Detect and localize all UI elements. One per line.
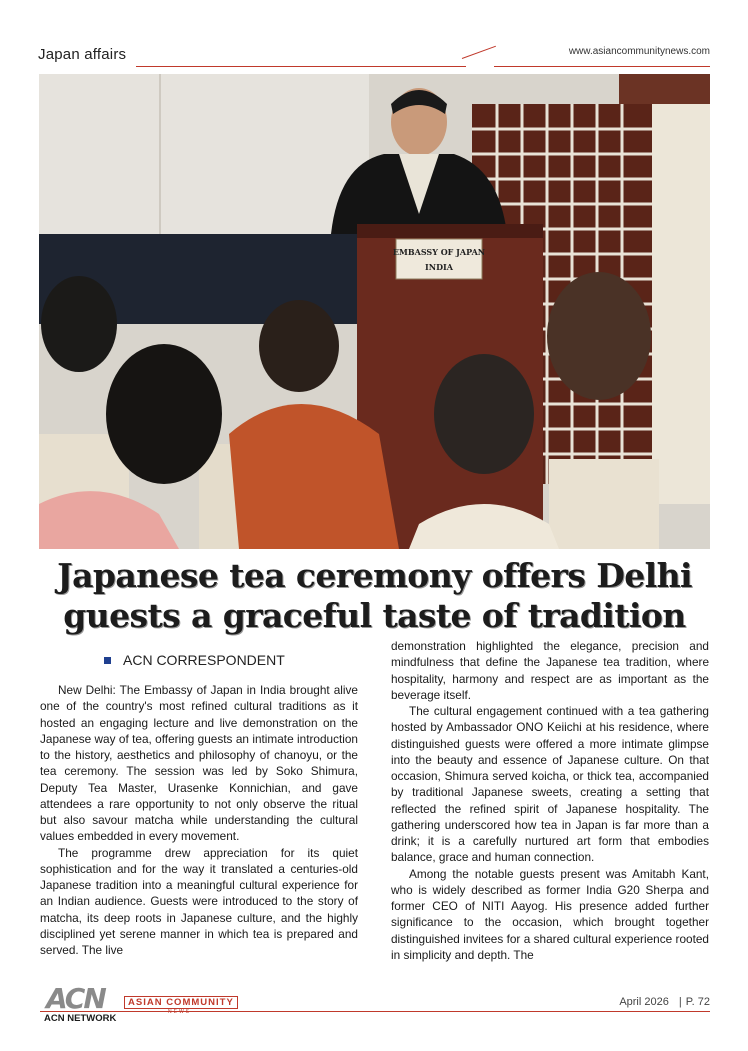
article-column-right: [391, 638, 709, 963]
paragraph-continuation: demonstration highlighted the elegance, precision and mindfulness that define the Japanese tea tradition, where hospitality, harmony and respect are as important as the beverage itself.: [391, 639, 709, 702]
photo-paper-panel: [652, 104, 710, 504]
photo-illustration: [39, 74, 710, 549]
logo-mark: ACN: [46, 982, 105, 1015]
photo-audience-head-4: [434, 354, 534, 474]
page-footer: [619, 996, 710, 1008]
photo-podium-top: [357, 224, 543, 238]
site-url[interactable]: www.asiancommunitynews.com: [568, 46, 710, 57]
photo-audience-head-2: [106, 344, 222, 484]
header-rule: [136, 66, 466, 67]
acn-logo[interactable]: [42, 982, 282, 1027]
paragraph: The programme drew appreciation for its quiet sophistication and for the way it translated a centuries-old Japanese tradition into a meaningful cultural experience for an Indian audience. Guests were introduced to the story of matcha, its deep roots in Japanese culture, and the highly disciplined yet serene manner in which tea is prepared and served. The live: [40, 845, 358, 957]
header-rule-right: [494, 66, 710, 67]
headline-line-2: guests a graceful taste of tradition: [63, 596, 686, 635]
page-number: P. 72: [685, 996, 710, 1008]
photo-audience-head-1: [41, 276, 117, 372]
photo-audience-head-3: [259, 300, 339, 392]
byline-text: ACN CORRESPONDENT: [123, 652, 285, 668]
article-headline: [39, 556, 710, 636]
photo-window-frame: [619, 74, 710, 104]
photo-audience-head-5: [547, 272, 651, 400]
article-photo: [39, 74, 710, 549]
logo-news: NEWS: [168, 1009, 191, 1015]
article-column-left: [40, 682, 358, 958]
photo-panel-seam: [159, 74, 161, 234]
issue-date: April 2026: [619, 996, 669, 1008]
headline-line-1: Japanese tea ceremony offers Delhi: [57, 556, 692, 595]
byline-square-icon: [104, 657, 111, 664]
byline: [104, 652, 285, 668]
paragraph: The cultural engagement continued with a tea gathering hosted by Ambassador ONO Keiichi at his residence, where distinguished guests were offered a more intimate glimpse into the beauty and essence of Japanese culture. On that occasion, Shimura served koicha, or thick tea, accompanied by traditional Japanese sweets, creating a setting that reflected the refined spirit of Japanese hospitality. The gathering underscored how tea in Japan is far more than a drink; it is a carefully nurtured art form that embodies balance, grace and human connection.: [391, 704, 709, 865]
section-label: Japan affairs: [38, 46, 127, 63]
photo-podium-sign-line2: INDIA: [425, 262, 453, 272]
photo-marble-wall: [39, 74, 369, 234]
footer-separator: |: [678, 996, 682, 1008]
logo-asian-community: ASIAN COMMUNITY: [124, 996, 238, 1009]
photo-chair-right: [549, 459, 659, 549]
paragraph: New Delhi: The Embassy of Japan in India brought alive one of the country's most refined cultural traditions as it hosted an engaging lecture and live demonstration on the Japanese way of tea, offering guests an intimate introduction to the history, aesthetics and philosophy of chanoyu, or the tea ceremony. The session was led by Soko Shimura, Deputy Tea Master, Urasenke Konnichian, and gave attendees a rare opportunity to not only observe the ritual but also savour matcha while understanding the cultural values embedded in every movement.: [40, 683, 358, 844]
logo-network-label: ACN NETWORK: [44, 1013, 117, 1024]
paragraph: Among the notable guests present was Amitabh Kant, who is widely described as former India G20 Sherpa and former CEO of NITI Aayog. His presence added further significance to the occasion, which brought together distinguished invitees for a shared cultural experience rooted in simplicity and depth. The: [391, 866, 709, 962]
photo-podium-sign-line1: EMBASSY OF JAPAN: [392, 247, 486, 257]
photo-podium-sign: [396, 239, 482, 279]
